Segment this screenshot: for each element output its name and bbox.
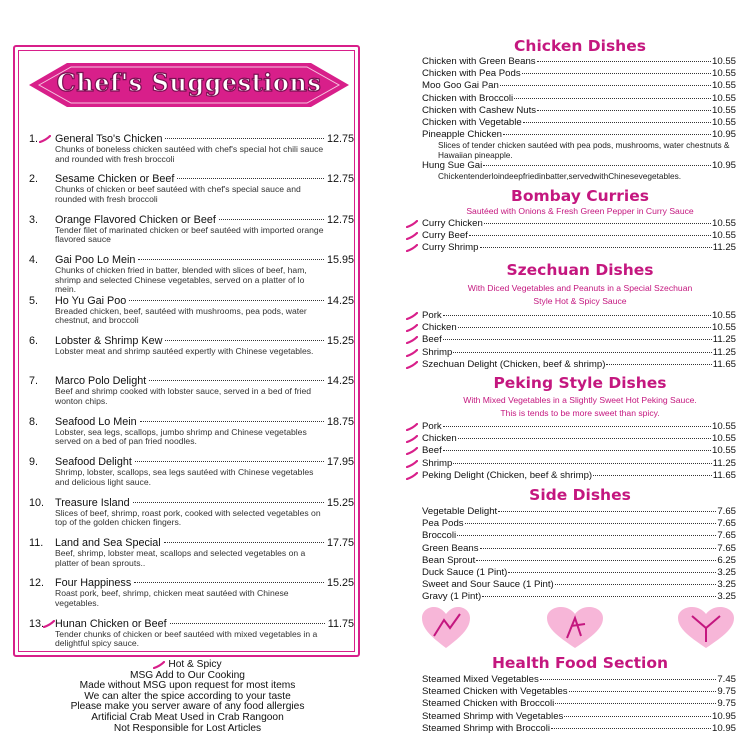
item-price: 6.25: [717, 554, 736, 566]
chef-suggestion-item: [29, 497, 354, 537]
menu-item: [422, 470, 736, 482]
item-number: 8.: [29, 415, 39, 428]
item-description: Chunks of boneless chicken sautéed with chef's special hot chili sauce and rounded with fresh broccoli: [55, 144, 324, 164]
menu-item: [422, 242, 736, 254]
dot-leader: [443, 426, 711, 427]
item-name: Shrimp: [422, 346, 453, 358]
dot-leader: [465, 523, 717, 524]
side-dishes-section: [410, 486, 750, 604]
item-name: Pork: [422, 310, 442, 321]
menu-item: [422, 56, 736, 68]
chef-suggestion-item: [29, 295, 354, 335]
item-price: 10.55: [711, 116, 736, 128]
item-number: 3.: [29, 213, 39, 226]
chili-pepper-icon: [406, 435, 418, 443]
dot-leader: [443, 339, 712, 340]
item-number: 5.: [29, 294, 39, 307]
item-description: Chickentenderloindeepfriedinbatter,servedwithChinesevegetables.: [438, 170, 682, 181]
item-price: 11.25: [712, 457, 736, 469]
item-name: Curry Chicken: [422, 218, 483, 229]
menu-item: [422, 674, 736, 686]
item-price: 10.95: [711, 159, 736, 171]
chef-suggestion-item: [29, 577, 354, 617]
dot-leader: [443, 315, 711, 316]
item-name: Land and Sea Special: [55, 536, 161, 549]
footer-notes: [0, 660, 375, 734]
item-price: 17.95: [326, 456, 354, 469]
item-name: Hung Sue Gai: [422, 159, 483, 171]
chef-suggestion-item: [29, 254, 354, 294]
item-name: Beef: [422, 445, 442, 457]
dot-leader: [551, 728, 711, 729]
item-price: 11.25: [712, 334, 736, 346]
item-price: 9.75: [717, 686, 736, 698]
item-description: Slices of beef, shrimp, roast pork, cooked with selected vegetables on top of the golden chicken fingers.: [55, 507, 321, 528]
chili-pepper-icon: [153, 661, 165, 669]
item-price: 7.65: [717, 530, 736, 542]
chef-suggestion-item: [29, 618, 354, 658]
menu-item: [422, 579, 736, 591]
chili-pepper-icon: [406, 232, 418, 240]
dot-leader: [555, 703, 716, 704]
chili-pepper-icon: [406, 324, 418, 332]
dot-leader: [537, 110, 711, 111]
dot-leader: [564, 716, 711, 717]
footer-note-line: MSG Add to Our Cooking: [130, 669, 245, 681]
item-description: Breaded chicken, beef, sautéed with mushrooms, pea pods, water chestnut, and broccoli: [55, 305, 307, 326]
item-name: Gravy (1 Pint): [422, 591, 482, 603]
heart-dancer-illustration-left: [420, 606, 472, 650]
item-price: 15.25: [326, 496, 354, 509]
dot-leader: [606, 364, 711, 365]
dot-leader: [555, 584, 717, 585]
chef-suggestion-item: [29, 375, 354, 415]
item-price: 10.55: [711, 56, 736, 67]
item-name: Chicken with Green Beans: [422, 56, 536, 67]
item-price: 11.25: [712, 242, 736, 254]
item-name: Four Happiness: [55, 577, 132, 590]
item-price: 12.75: [326, 133, 354, 145]
heart-dancer-illustration-right: [676, 606, 736, 650]
dot-leader: [483, 165, 711, 166]
menu-item: [422, 530, 736, 542]
item-name: Seafood Lo Mein: [55, 415, 137, 428]
footer-note-line: Not Responsible for Lost Articles: [113, 722, 262, 734]
chili-pepper-icon: [406, 361, 418, 369]
side-items: [422, 506, 736, 604]
bombay-section: [410, 187, 750, 255]
dot-leader: [453, 463, 711, 464]
item-name: Sweet and Sour Sauce (1 Pint): [422, 579, 554, 591]
item-name: Shrimp: [422, 457, 453, 469]
item-description: Tender chunks of chicken or beef sautéed with mixed vegetables in a delightful spicy sauce.: [55, 628, 318, 649]
hot-spicy-label: Hot & Spicy: [168, 659, 222, 670]
footer-note-line: Artificial Crab Meat Used in Crab Rangoon: [91, 711, 284, 723]
item-name: Steamed Mixed Vegetables: [422, 674, 539, 685]
menu-item: [422, 543, 736, 555]
menu-item: [422, 93, 736, 105]
menu-item: [422, 567, 736, 579]
dot-leader: [540, 679, 717, 680]
item-name: Pea Pods: [422, 518, 464, 530]
item-price: 7.65: [717, 542, 736, 554]
item-description: Beef and shrimp cooked with lobster sauce, served in a bed of fried wonton chips.: [55, 386, 312, 406]
item-number: 6.: [29, 334, 39, 347]
menu-item: [422, 347, 736, 359]
item-price: 17.75: [326, 536, 354, 549]
item-price: 3.25: [717, 579, 736, 591]
peking-subtitle-1: With Mixed Vegetables in a Slightly Sweet Hot Peking Sauce.: [463, 395, 697, 405]
health-items: [422, 674, 736, 735]
dot-leader: [593, 475, 712, 476]
item-price: 14.25: [326, 375, 354, 388]
item-description: Roast pork, beef, shrimp, chicken meat sautéed with Chinese vegetables.: [55, 588, 289, 608]
item-name: Chicken with Cashew Nuts: [422, 104, 537, 116]
item-price: 10.55: [711, 218, 736, 229]
item-price: 18.75: [326, 415, 354, 428]
item-name: Orange Flavored Chicken or Beef: [55, 213, 216, 226]
dot-leader: [443, 450, 711, 451]
item-price: 11.75: [327, 617, 354, 630]
menu-item: [422, 591, 736, 603]
dot-leader: [164, 542, 324, 543]
item-description: Tender filet of marinated chicken or beef sautéed with imported orange flavored sauce: [55, 224, 324, 245]
menu-item: [422, 433, 736, 445]
item-number: 2.: [29, 173, 39, 186]
item-price: 3.25: [717, 566, 736, 578]
heart-dancer-illustration-center: [545, 606, 605, 650]
chili-pepper-icon: [406, 220, 418, 228]
peking-items: [422, 421, 736, 482]
item-name: Chicken with Vegetable: [422, 116, 522, 128]
menu-item: [422, 711, 736, 723]
item-description: Slices of tender chicken sautéed with pea pods, mushrooms, water chestnuts & Hawaiian pineapple.: [438, 140, 730, 160]
menu-item: [422, 218, 736, 230]
dot-leader: [140, 421, 324, 422]
menu-item: [422, 421, 736, 433]
item-number: 1.: [29, 133, 39, 145]
menu-item: [422, 160, 736, 172]
chef-suggestion-item: [29, 173, 354, 213]
item-price: 15.25: [326, 334, 354, 347]
chef-suggestions-panel: [13, 45, 360, 657]
item-name: Szechuan Delight (Chicken, beef & shrimp): [422, 358, 606, 370]
section-title-bombay: Bombay Curries: [511, 187, 649, 205]
dot-leader: [129, 300, 324, 301]
dot-leader: [458, 327, 711, 328]
chili-pepper-icon: [406, 472, 418, 480]
chili-pepper-icon: [406, 336, 418, 344]
heart-illustrations: [410, 606, 740, 650]
item-price: 11.65: [712, 469, 736, 481]
item-name: Marco Polo Delight: [55, 375, 147, 388]
item-name: Peking Delight (Chicken, beef & shrimp): [422, 469, 593, 481]
dot-leader: [569, 691, 717, 692]
dot-leader: [480, 548, 717, 549]
item-name: Treasure Island: [55, 496, 130, 509]
item-name: Steamed Shrimp with Broccoli: [422, 722, 550, 734]
dot-leader: [484, 223, 711, 224]
dot-leader: [482, 596, 716, 597]
chef-suggestion-row: [29, 214, 354, 226]
menu-item: [422, 698, 736, 710]
item-name: Pineapple Chicken: [422, 129, 503, 141]
dot-leader: [523, 122, 711, 123]
item-name: Lobster & Shrimp Kew: [55, 334, 163, 347]
chef-suggestion-item: [29, 537, 354, 577]
dot-leader: [537, 61, 711, 62]
item-description: Chunks of chicken or beef sautéed with chef's special sauce and rounded with fresh broccoli: [55, 184, 301, 204]
item-price: 7.65: [717, 518, 736, 530]
chef-suggestion-item: [29, 335, 354, 375]
chef-suggestion-row: [29, 497, 354, 509]
item-price: 10.55: [711, 322, 736, 334]
item-price: 12.75: [326, 173, 354, 186]
chili-pepper-icon: [406, 460, 418, 468]
chicken-items: [422, 56, 736, 181]
chili-pepper-icon: [406, 312, 418, 320]
item-number: 9.: [29, 456, 39, 469]
dot-leader: [149, 380, 324, 381]
section-title-health: Health Food Section: [491, 654, 669, 672]
item-name: Gai Poo Lo Mein: [55, 254, 136, 267]
dot-leader: [453, 352, 711, 353]
chicken-section: [410, 37, 750, 181]
section-title-szechuan: Szechuan Dishes: [506, 261, 654, 279]
dot-leader: [219, 219, 324, 220]
item-name: Curry Shrimp: [422, 242, 479, 254]
item-name: Duck Sauce (1 Pint): [422, 566, 508, 578]
item-number: 12.: [29, 577, 45, 590]
item-price: 9.75: [717, 698, 736, 710]
chef-suggestion-item: [29, 214, 354, 254]
menu-item: [422, 129, 736, 141]
peking-section: [410, 374, 750, 482]
item-number: 10.: [29, 496, 45, 509]
menu-item: [422, 506, 736, 518]
chili-pepper-icon: [406, 423, 418, 431]
item-price: 10.95: [711, 722, 736, 734]
item-price: 10.55: [711, 68, 736, 80]
item-name: Green Beans: [422, 542, 479, 554]
item-name: Chicken: [422, 322, 457, 334]
item-price: 11.65: [712, 358, 736, 370]
chef-suggestion-row: [29, 295, 354, 307]
item-price: 10.55: [711, 445, 736, 457]
dot-leader: [522, 73, 711, 74]
chili-pepper-icon: [406, 244, 418, 252]
chili-pepper-icon: [43, 620, 55, 628]
item-number: 13.: [29, 617, 45, 630]
menu-item: [422, 322, 736, 334]
item-name: Pork: [422, 421, 442, 432]
bombay-items: [422, 218, 736, 255]
menu-item: [422, 310, 736, 322]
item-price: 7.45: [717, 674, 736, 685]
section-title-chicken: Chicken Dishes: [514, 37, 646, 55]
chef-suggestion-row: [29, 618, 354, 630]
dot-leader: [503, 134, 711, 135]
dot-leader: [170, 623, 325, 624]
dot-leader: [133, 502, 324, 503]
dot-leader: [469, 235, 711, 236]
item-price: 10.55: [711, 433, 736, 445]
item-name: General Tso's Chicken: [55, 133, 163, 145]
dot-leader: [135, 461, 324, 462]
item-price: 3.25: [717, 591, 736, 603]
item-price: 10.55: [711, 80, 736, 92]
menu-item: [422, 723, 736, 735]
item-price: 15.95: [326, 254, 354, 267]
dot-leader: [480, 247, 712, 248]
szechuan-subtitle-2: Style Hot & Spicy Sauce: [533, 296, 627, 306]
menu-item: [422, 230, 736, 242]
menu-item: [422, 334, 736, 346]
chef-suggestion-row: [29, 416, 354, 428]
item-name: Steamed Chicken with Vegetables: [422, 686, 568, 698]
menu-item: [422, 80, 736, 92]
dot-leader: [476, 560, 716, 561]
item-name: Ho Yu Gai Poo: [55, 294, 127, 307]
item-price: 10.55: [711, 310, 736, 321]
item-name: Steamed Shrimp with Vegetables: [422, 710, 564, 722]
item-price: 11.25: [712, 346, 736, 358]
chef-suggestions-banner: [29, 63, 349, 107]
bombay-subtitle: Sautéed with Onions & Fresh Green Pepper in Curry Sauce: [466, 206, 694, 216]
dot-leader: [508, 572, 716, 573]
chef-suggestions-title: Chef's Suggestions: [56, 68, 322, 97]
item-name: Bean Sprout: [422, 554, 476, 566]
item-price: 10.55: [711, 92, 736, 104]
chef-suggestions-list: [29, 133, 354, 658]
chef-suggestions-inner-border: [18, 50, 355, 652]
section-title-side: Side Dishes: [529, 486, 631, 504]
item-price: 12.75: [326, 213, 354, 226]
dot-leader: [457, 535, 716, 536]
menu-item: [422, 445, 736, 457]
szechuan-section: [410, 261, 750, 371]
footer-note-line: Please make you server aware of any food allergies: [70, 701, 305, 713]
item-description: Shrimp, lobster, scallops, sea legs sautéed with Chinese vegetables and delicious light sauce.: [55, 467, 314, 487]
item-name: Chicken with Pea Pods: [422, 68, 521, 80]
dot-leader: [134, 582, 324, 583]
item-name: Sesame Chicken or Beef: [55, 173, 175, 186]
chili-pepper-icon: [406, 349, 418, 357]
menu-item: [422, 359, 736, 371]
item-price: 10.55: [711, 421, 736, 432]
footer-note-line: Made without MSG upon request for most items: [79, 680, 296, 692]
chef-suggestion-item: [29, 416, 354, 456]
footer-note-line: We can alter the spice according to your taste: [84, 690, 291, 702]
item-description: Beef, shrimp, lobster meat, scallops and selected vegetables on a platter of bean sprouts..: [55, 547, 306, 568]
item-name: Broccoli: [422, 530, 457, 542]
health-food-section: [410, 654, 750, 735]
item-name: Moo Goo Gai Pan: [422, 80, 499, 92]
item-description: Lobster, sea legs, scallops, jumbo shrimp and Chinese vegetables served on a bed of pan fried noodles.: [55, 426, 307, 447]
item-name: Vegetable Delight: [422, 506, 498, 517]
dot-leader: [138, 259, 324, 260]
menu-item: [422, 555, 736, 567]
item-price: 10.55: [711, 104, 736, 116]
menu-item: [422, 68, 736, 80]
item-name: Steamed Chicken with Broccoli: [422, 698, 555, 710]
item-number: 7.: [29, 375, 39, 388]
item-price: 7.65: [717, 506, 736, 517]
menu-item: [422, 518, 736, 530]
item-number: 4.: [29, 254, 39, 267]
menu-item: [422, 686, 736, 698]
item-name: Hunan Chicken or Beef: [55, 617, 167, 630]
item-description: Lobster meat and shrimp sautéed expertly with Chinese vegetables.: [55, 345, 314, 356]
peking-subtitle-2: This is tends to be more sweet than spicy.: [500, 408, 660, 418]
hot-spicy-legend: [0, 660, 375, 671]
dot-leader: [165, 138, 323, 139]
dot-leader: [458, 438, 711, 439]
item-price: 10.95: [711, 710, 736, 722]
item-number: 11.: [29, 536, 44, 549]
item-price: 14.25: [326, 294, 354, 307]
chili-pepper-icon: [406, 447, 418, 455]
item-name: Chicken: [422, 433, 457, 445]
section-title-peking: Peking Style Dishes: [493, 374, 667, 392]
szechuan-items: [422, 310, 736, 371]
szechuan-subtitle-1: With Diced Vegetables and Peanuts in a Special Szechuan: [467, 283, 693, 293]
item-name: Curry Beef: [422, 230, 468, 242]
item-price: 10.95: [711, 129, 736, 141]
chef-suggestion-item: [29, 133, 354, 173]
item-description: Chunks of chicken fried in batter, blended with slices of beef, ham, shrimp and selected Chinese vegetables, served on a platter of lo mein.: [55, 265, 307, 295]
item-price: 15.25: [326, 577, 354, 590]
item-name: Beef: [422, 334, 442, 346]
dot-leader: [514, 98, 711, 99]
menu-item: [422, 458, 736, 470]
item-price: 10.55: [711, 230, 736, 242]
item-name: Seafood Delight: [55, 456, 132, 469]
dot-leader: [500, 85, 711, 86]
dot-leader: [165, 340, 324, 341]
item-name: Chicken with Broccoli: [422, 92, 514, 104]
chef-suggestion-item: [29, 456, 354, 496]
menu-item: [422, 105, 736, 117]
dot-leader: [498, 511, 716, 512]
chili-pepper-icon: [39, 135, 51, 143]
dot-leader: [177, 178, 324, 179]
menu-item: [422, 117, 736, 129]
